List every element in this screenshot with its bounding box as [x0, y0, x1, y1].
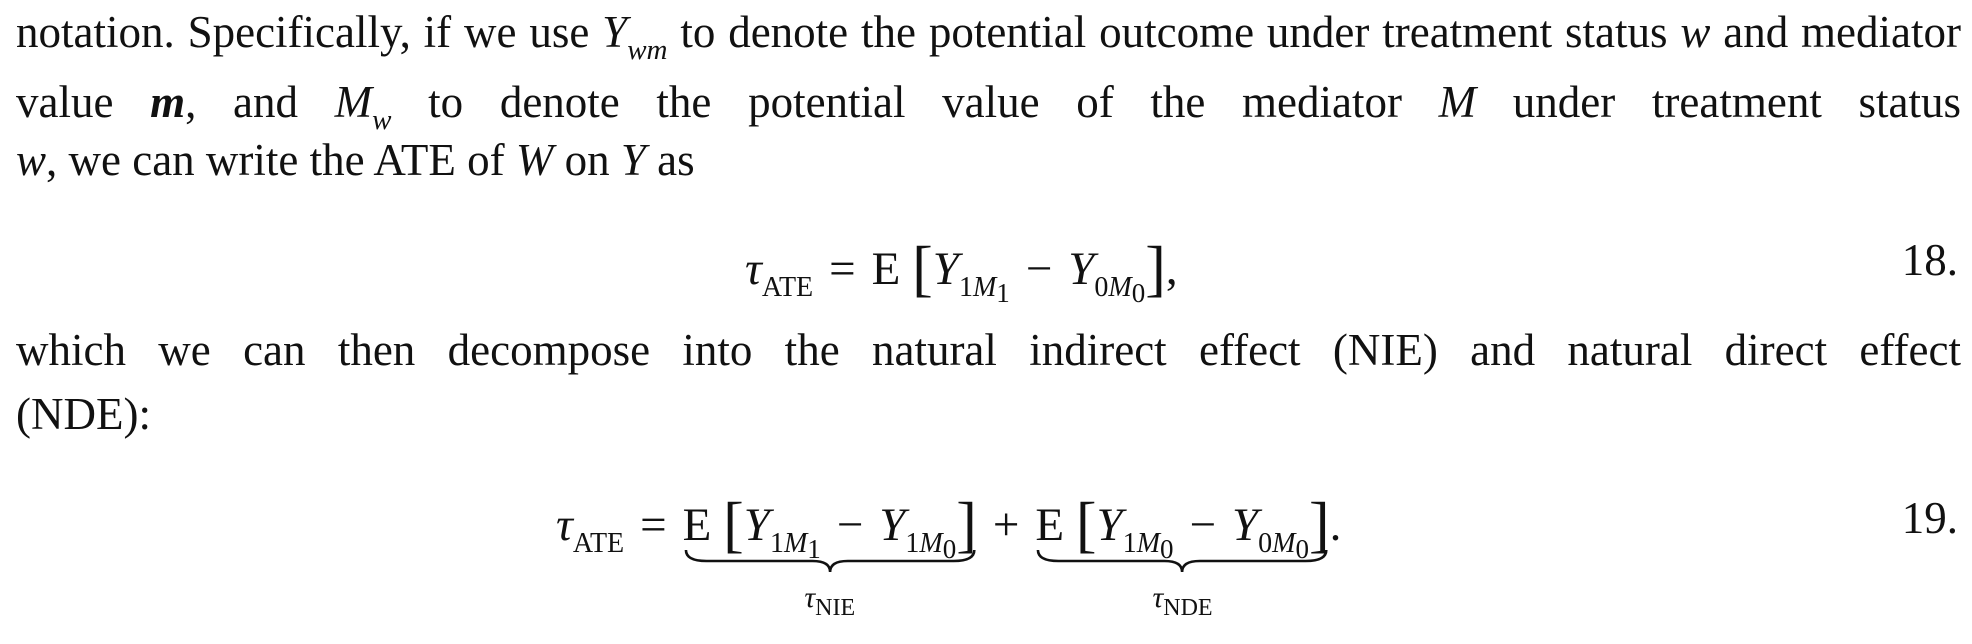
tau-symbol: τ	[556, 499, 573, 551]
paragraph-decompose-line2: (NDE):	[16, 389, 151, 439]
equation-19: $\tau_{ATE} = E$ $[Y_{1M1} - Y_{1M0}]$ $\tau_{NIE}$ + E $[Y_{1M0} - Y_{0M0}]$ $\tau_{NDE}$ .	[556, 491, 1342, 621]
subscript-wm: wm	[627, 34, 668, 66]
underbrace-nde	[1035, 548, 1329, 574]
equation-number-19: 19.	[1901, 493, 1958, 543]
symbol-w-status: w	[16, 135, 47, 185]
equation-18: $\tau_{ATE} = E$ $[Y_{1M1} - Y_{0M0}]$,	[745, 235, 1178, 308]
nie-term: E $[Y_{1M1} - Y_{1M0}]$ $\tau_{NIE}$	[682, 491, 977, 621]
symbol-M: M	[334, 77, 373, 127]
symbol-w: w	[1680, 7, 1711, 57]
nde-label: $\tau_{NDE}$	[1152, 581, 1213, 621]
subscript-w: w	[372, 104, 392, 136]
nie-label: $\tau_{NIE}$	[804, 581, 856, 621]
tau-symbol: τ	[745, 243, 762, 295]
underbrace-nie	[683, 548, 977, 574]
symbol-m: m	[150, 77, 186, 127]
expectation-E: E	[871, 243, 901, 295]
symbol-M-mediator: M	[1438, 77, 1477, 127]
equation-number-18: 18.	[1901, 235, 1958, 285]
tau-subscript: ATE	[572, 528, 625, 559]
symbol-Y: Y	[602, 7, 628, 57]
paragraph-notation: notation. Specifically, if we use $Y_{wm}$ to denote the potential outcome under treatment status w and mediator value m, and $M_w$ to denote the potential value of the mediator M under treatment status	[16, 7, 1961, 136]
symbol-W: W	[515, 135, 554, 185]
nde-term: E $[Y_{1M0} - Y_{0M0}]$ $\tau_{NDE}$	[1035, 491, 1330, 621]
symbol-Y-outcome: Y	[620, 135, 646, 185]
paragraph-notation-line3: w, we can write the ATE of W on Y as	[16, 135, 695, 185]
paragraph-decompose: which we can then decompose into the natural indirect effect (NIE) and natural direct effect	[16, 325, 1961, 375]
tau-subscript: ATE	[761, 272, 814, 303]
